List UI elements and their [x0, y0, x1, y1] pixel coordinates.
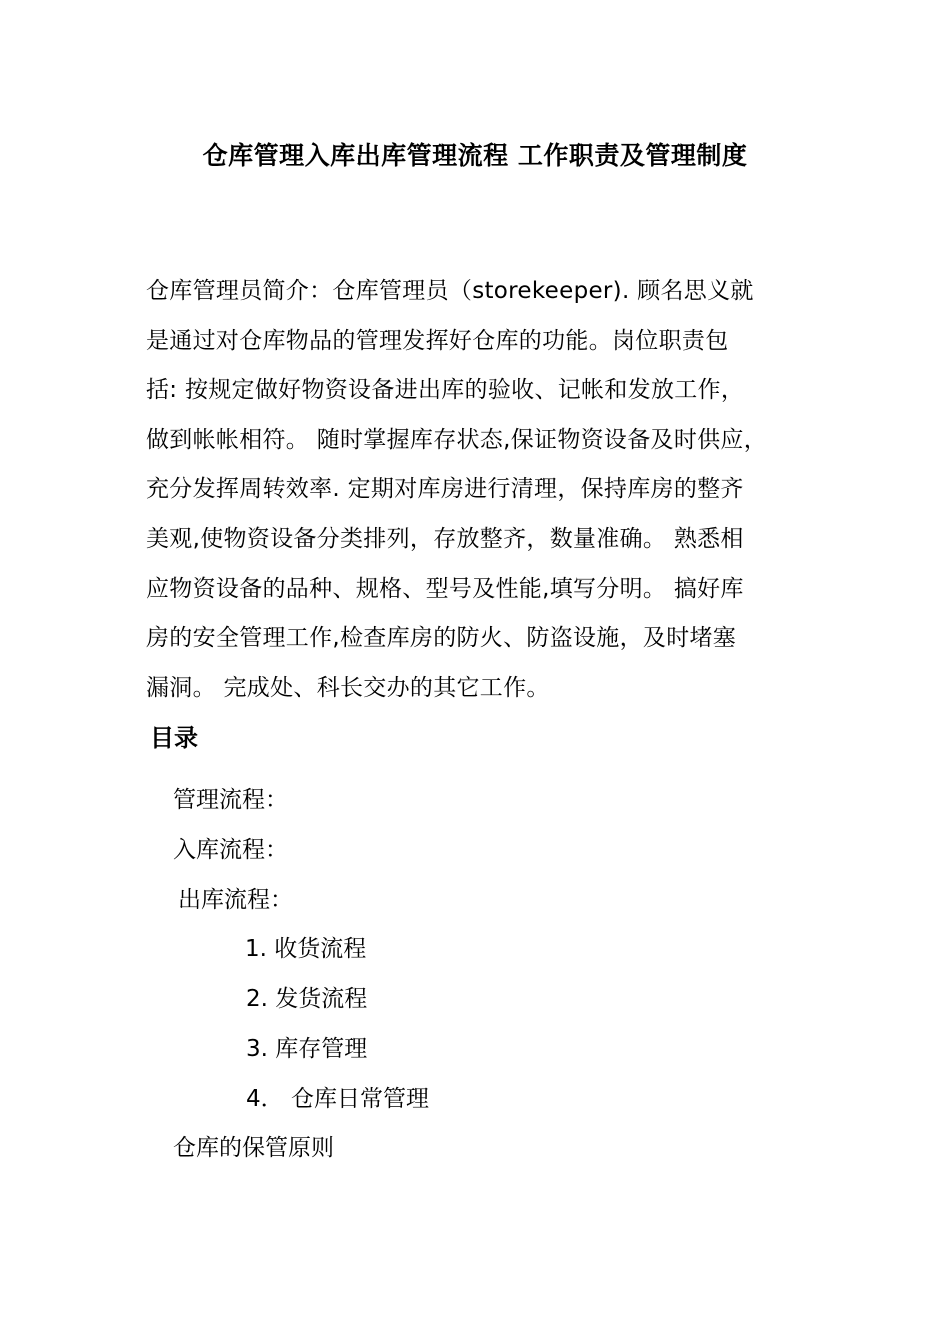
- toc-item-storage-principles: 仓库的保管原则: [173, 1135, 334, 1161]
- toc-item-daily-management: 4． 仓库日常管理: [246, 1086, 429, 1112]
- intro-line: 美观,使物资设备分类排列，存放整齐，数量准确。 熟悉相: [146, 525, 744, 552]
- intro-paragraph: [146, 267, 826, 713]
- toc-heading: 目录: [150, 724, 198, 752]
- toc-item-receiving: 1. 收货流程: [245, 936, 367, 962]
- intro-line: 做到帐帐相符。 随时掌握库存状态,保证物资设备及时供应，: [146, 426, 768, 453]
- toc-item-inbound-process: 入库流程：: [173, 837, 288, 863]
- intro-line: 仓库管理员简介：仓库管理员（storekeeper). 顾名思义就: [146, 278, 754, 304]
- intro-line: 是通过对仓库物品的管理发挥好仓库的功能。岗位职责包: [146, 327, 729, 354]
- intro-line: 房的安全管理工作,检查库房的防火、防盗设施，及时堵塞: [146, 625, 737, 652]
- intro-line: 漏洞。 完成处、科长交办的其它工作。: [146, 674, 550, 701]
- toc-item-inventory: 3. 库存管理: [246, 1036, 368, 1062]
- intro-line: 充分发挥周转效率. 定期对库房进行清理，保持库房的整齐: [146, 476, 744, 503]
- intro-line: 括: 按规定做好物资设备进出库的验收、记帐和发放工作，: [146, 377, 745, 404]
- intro-line: 应物资设备的品种、规格、型号及性能,填写分明。 搞好库: [146, 575, 744, 602]
- toc-item-management-process: 管理流程：: [173, 787, 288, 813]
- toc-item-shipping: 2. 发货流程: [246, 986, 368, 1012]
- document-title: 仓库管理入库出库管理流程 工作职责及管理制度: [202, 141, 748, 170]
- toc-item-outbound-process: 出库流程：: [178, 887, 293, 913]
